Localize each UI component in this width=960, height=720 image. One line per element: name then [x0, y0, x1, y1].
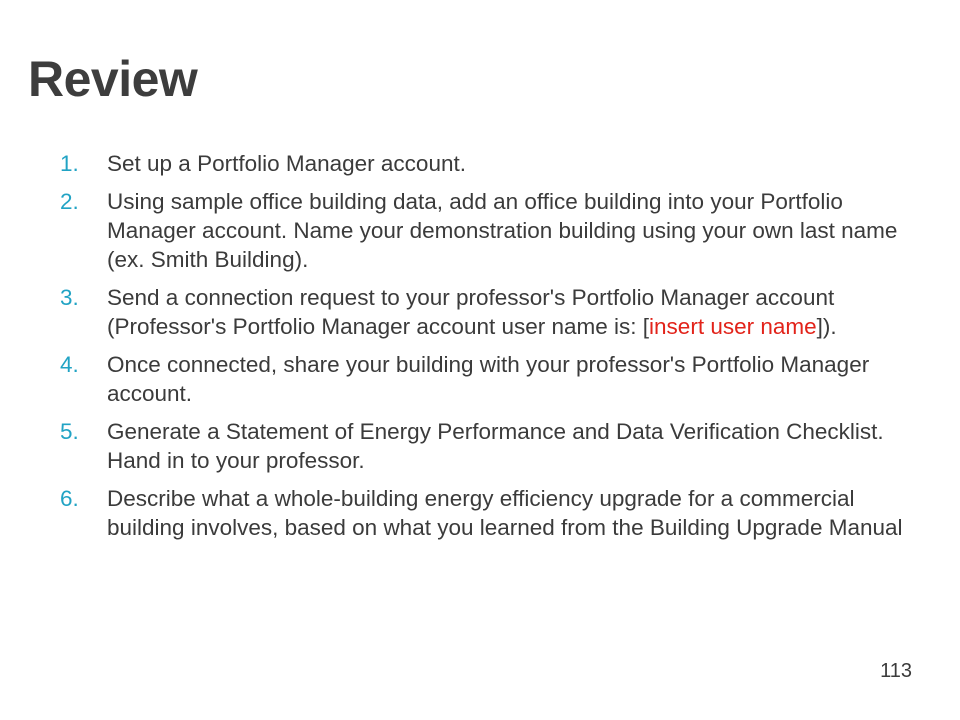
- list-item: [60, 417, 920, 475]
- item-number: 5.: [60, 419, 79, 444]
- list-item: [60, 350, 920, 408]
- item-text: Using sample office building data, add an office building into your Portfolio Manager account. Name your demonstration building using your own last name (ex. Smith Building).: [107, 189, 898, 272]
- item-number: 2.: [60, 189, 79, 214]
- item-text-before: Send a connection request to your professor's Portfolio Manager account (Professor's Portfolio Manager account user name is: [: [107, 285, 835, 339]
- item-text: Set up a Portfolio Manager account.: [107, 151, 466, 176]
- review-list: [60, 149, 920, 551]
- slide-number: 113: [880, 660, 912, 682]
- item-text: [107, 283, 920, 341]
- list-item: [60, 484, 920, 542]
- list-item: [60, 283, 920, 341]
- slide-title: Review: [28, 51, 198, 107]
- item-number: 4.: [60, 352, 79, 377]
- item-number: 6.: [60, 486, 79, 511]
- list-item: [60, 149, 920, 178]
- item-text: Once connected, share your building with your professor's Portfolio Manager account.: [107, 352, 870, 406]
- item-number: 1.: [60, 151, 79, 176]
- list-item: [60, 187, 920, 274]
- user-name-placeholder: insert user name: [649, 314, 817, 339]
- item-text: Generate a Statement of Energy Performance and Data Verification Checklist. Hand in to your professor.: [107, 419, 884, 473]
- item-number: 3.: [60, 285, 79, 310]
- item-text: Describe what a whole-building energy efficiency upgrade for a commercial building involves, based on what you learned from the Building Upgrade Manual: [107, 486, 903, 540]
- item-text-after: ]).: [816, 314, 837, 339]
